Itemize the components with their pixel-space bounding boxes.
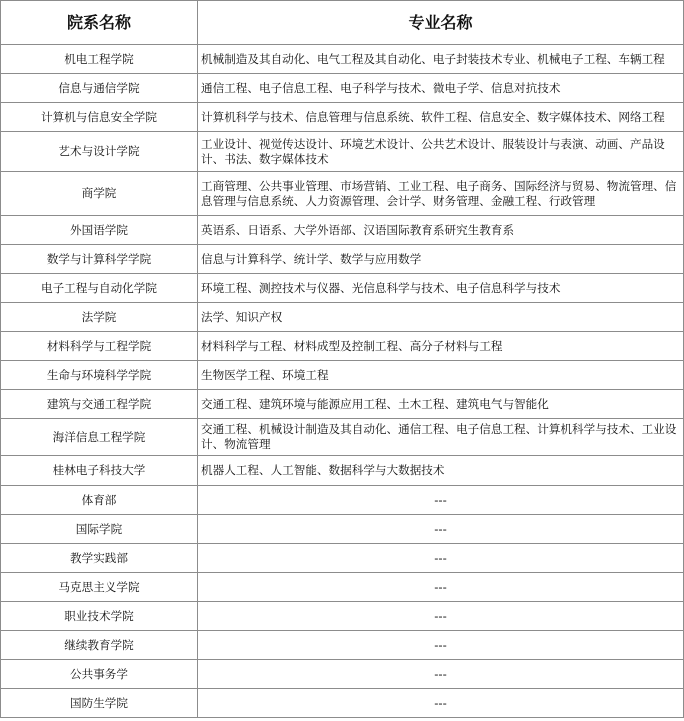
table-row bbox=[1, 103, 684, 132]
department-cell: 桂林电子科技大学 bbox=[1, 456, 198, 486]
majors-cell: 生物医学工程、环境工程 bbox=[198, 361, 684, 390]
table-row bbox=[1, 216, 684, 245]
department-cell: 生命与环境科学学院 bbox=[1, 361, 198, 390]
table-row bbox=[1, 602, 684, 631]
table-row bbox=[1, 45, 684, 74]
table-row bbox=[1, 74, 684, 103]
department-cell: 体育部 bbox=[1, 486, 198, 515]
department-cell: 国防生学院 bbox=[1, 689, 198, 718]
majors-cell: 信息与计算科学、统计学、数学与应用数学 bbox=[198, 245, 684, 274]
majors-cell: 环境工程、测控技术与仪器、光信息科学与技术、电子信息科学与技术 bbox=[198, 274, 684, 303]
table-row bbox=[1, 515, 684, 544]
department-cell: 海洋信息工程学院 bbox=[1, 419, 198, 456]
table-row bbox=[1, 486, 684, 515]
majors-cell: 交通工程、机械设计制造及其自动化、通信工程、电子信息工程、计算机科学与技术、工业设计、物流管理 bbox=[198, 419, 684, 456]
department-cell: 数学与计算科学学院 bbox=[1, 245, 198, 274]
department-cell: 信息与通信学院 bbox=[1, 74, 198, 103]
table-row bbox=[1, 274, 684, 303]
department-cell: 艺术与设计学院 bbox=[1, 132, 198, 172]
majors-cell: --- bbox=[198, 544, 684, 573]
table-body bbox=[1, 45, 684, 718]
department-cell: 电子工程与自动化学院 bbox=[1, 274, 198, 303]
department-cell: 材料科学与工程学院 bbox=[1, 332, 198, 361]
department-cell: 职业技术学院 bbox=[1, 602, 198, 631]
majors-cell: 通信工程、电子信息工程、电子科学与技术、微电子学、信息对抗技术 bbox=[198, 74, 684, 103]
majors-cell: 英语系、日语系、大学外语部、汉语国际教育系研究生教育系 bbox=[198, 216, 684, 245]
majors-cell: 法学、知识产权 bbox=[198, 303, 684, 332]
header-major-name: 专业名称 bbox=[198, 1, 684, 45]
majors-cell: 工商管理、公共事业管理、市场营销、工业工程、电子商务、国际经济与贸易、物流管理、信息管理与信息系统、人力资源管理、会计学、财务管理、金融工程、行政管理 bbox=[198, 172, 684, 216]
majors-cell: --- bbox=[198, 631, 684, 660]
table-row bbox=[1, 689, 684, 718]
department-cell: 外国语学院 bbox=[1, 216, 198, 245]
majors-cell: --- bbox=[198, 602, 684, 631]
department-cell: 公共事务学 bbox=[1, 660, 198, 689]
table-row bbox=[1, 573, 684, 602]
department-cell: 计算机与信息安全学院 bbox=[1, 103, 198, 132]
department-cell: 马克思主义学院 bbox=[1, 573, 198, 602]
table-row bbox=[1, 419, 684, 456]
majors-cell: 机器人工程、人工智能、数据科学与大数据技术 bbox=[198, 456, 684, 486]
department-cell: 商学院 bbox=[1, 172, 198, 216]
table-row bbox=[1, 172, 684, 216]
table-header-row bbox=[1, 1, 684, 45]
department-cell: 继续教育学院 bbox=[1, 631, 198, 660]
table-row bbox=[1, 303, 684, 332]
majors-cell: 计算机科学与技术、信息管理与信息系统、软件工程、信息安全、数字媒体技术、网络工程 bbox=[198, 103, 684, 132]
majors-cell: 材料科学与工程、材料成型及控制工程、高分子材料与工程 bbox=[198, 332, 684, 361]
majors-cell: 机械制造及其自动化、电气工程及其自动化、电子封装技术专业、机械电子工程、车辆工程 bbox=[198, 45, 684, 74]
majors-cell: 工业设计、视觉传达设计、环境艺术设计、公共艺术设计、服装设计与表演、动画、产品设计、书法、数字媒体技术 bbox=[198, 132, 684, 172]
majors-cell: --- bbox=[198, 689, 684, 718]
table-row bbox=[1, 456, 684, 486]
majors-cell: 交通工程、建筑环境与能源应用工程、土木工程、建筑电气与智能化 bbox=[198, 390, 684, 419]
majors-cell: --- bbox=[198, 573, 684, 602]
majors-cell: --- bbox=[198, 486, 684, 515]
department-cell: 教学实践部 bbox=[1, 544, 198, 573]
majors-cell: --- bbox=[198, 660, 684, 689]
table-row bbox=[1, 544, 684, 573]
department-cell: 国际学院 bbox=[1, 515, 198, 544]
header-department-name: 院系名称 bbox=[1, 1, 198, 45]
department-cell: 建筑与交通工程学院 bbox=[1, 390, 198, 419]
table-row bbox=[1, 332, 684, 361]
table-row bbox=[1, 245, 684, 274]
table-row bbox=[1, 132, 684, 172]
department-cell: 法学院 bbox=[1, 303, 198, 332]
majors-cell: --- bbox=[198, 515, 684, 544]
table-row bbox=[1, 631, 684, 660]
table-row bbox=[1, 361, 684, 390]
table-row bbox=[1, 390, 684, 419]
table-row bbox=[1, 660, 684, 689]
department-cell: 机电工程学院 bbox=[1, 45, 198, 74]
